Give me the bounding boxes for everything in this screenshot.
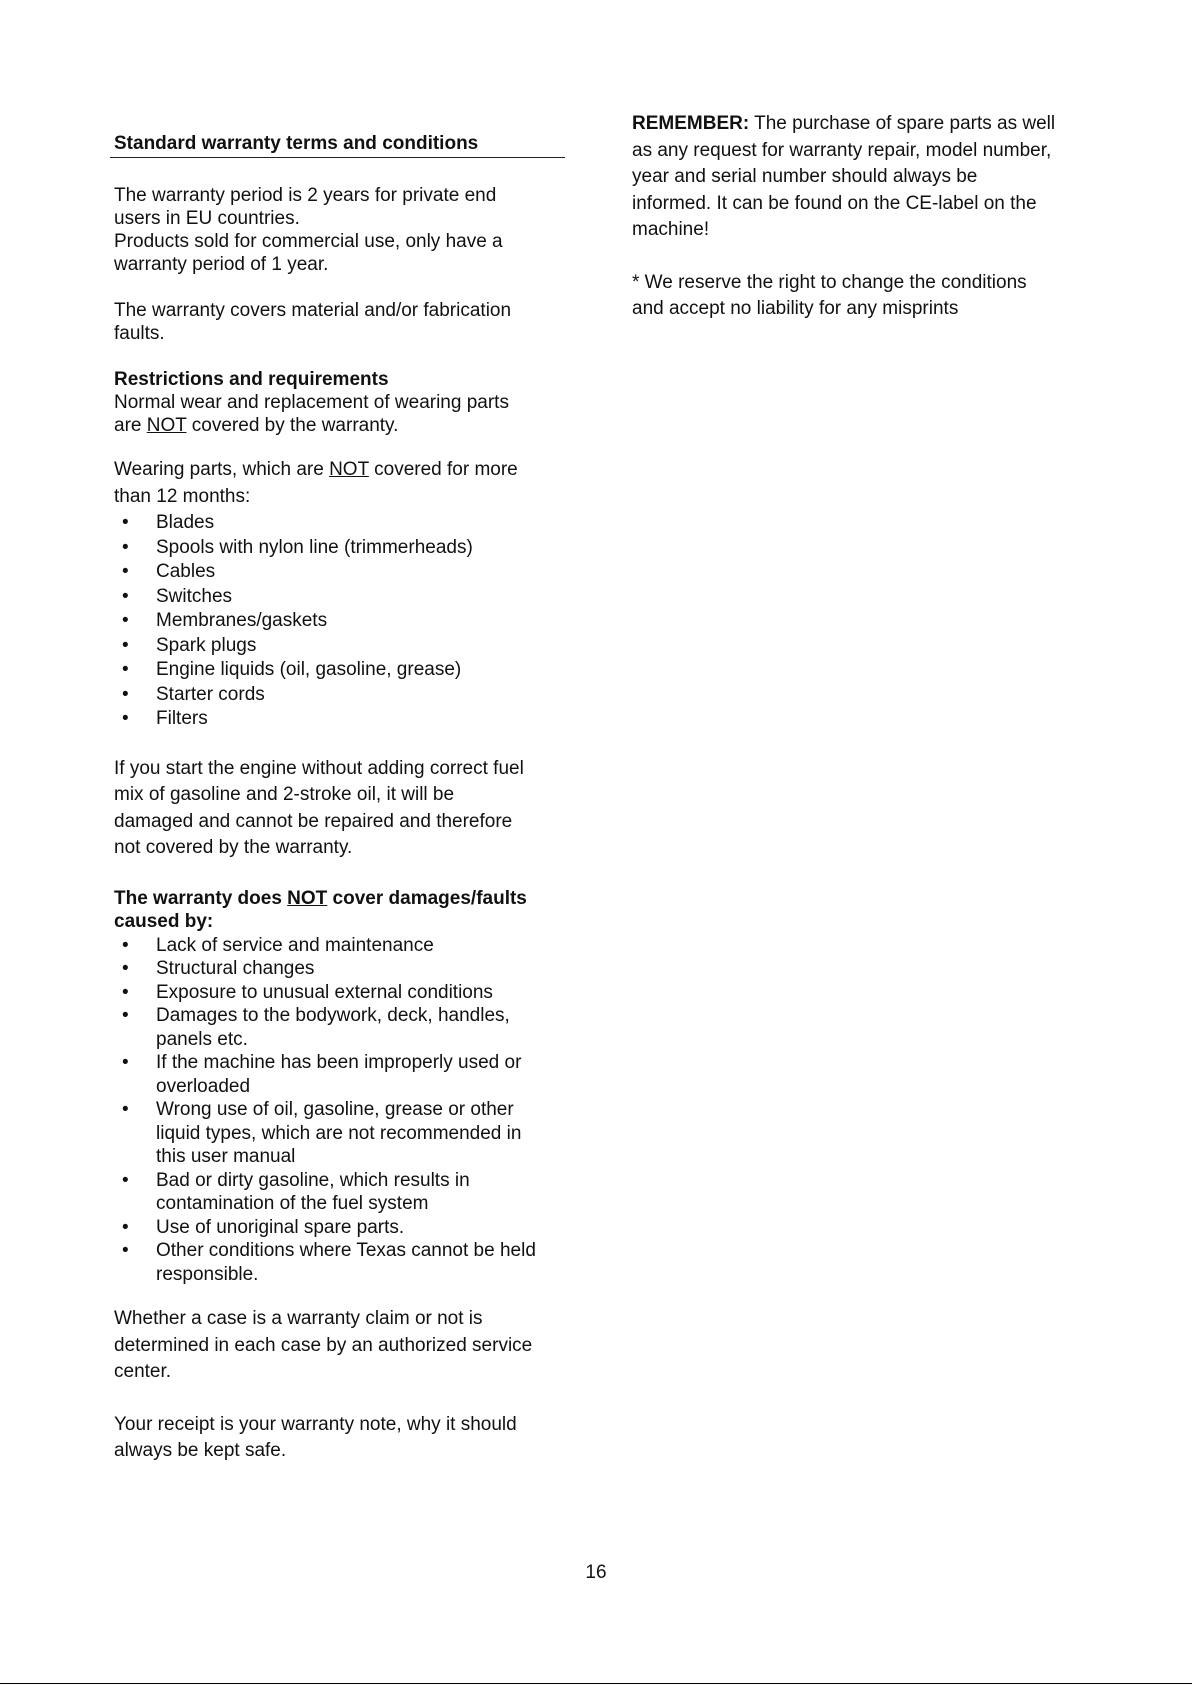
list-item-line: • If the machine has been improperly used or <box>156 1052 522 1073</box>
list-item-line: contamination of the fuel system <box>156 1193 429 1214</box>
text-line: than 12 months: <box>114 485 251 507</box>
list-item <box>114 981 566 1005</box>
list-item: • Cables <box>114 560 566 585</box>
text-line: The warranty covers material and/or fabrication <box>114 300 512 321</box>
text-line: Products sold for commercial use, only have a <box>114 231 503 252</box>
list-item <box>114 1098 566 1169</box>
text-line: center. <box>114 1361 172 1382</box>
restrictions-heading: Restrictions and requirements <box>114 369 389 390</box>
text-line: machine! <box>632 219 710 240</box>
emphasis-not: NOT <box>146 415 187 436</box>
text-line: If you start the engine without adding correct fuel <box>114 757 524 779</box>
emphasis-not: NOT <box>287 887 328 909</box>
text-line: are NOT covered by the warranty. <box>114 415 399 436</box>
list-item-line: • Wrong use of oil, gasoline, grease or other <box>156 1099 514 1120</box>
restrictions-section <box>114 368 566 437</box>
text-line: and accept no liability for any misprints <box>632 298 959 319</box>
list-item-line: • Structural changes <box>156 958 315 979</box>
list-item-line: • Other conditions where Texas cannot be held <box>156 1240 536 1261</box>
emphasis-not: NOT <box>329 459 369 480</box>
list-item <box>114 934 566 958</box>
receipt-paragraph <box>114 1412 566 1465</box>
text-line: mix of gasoline and 2-stroke oil, it will be <box>114 784 455 805</box>
list-item: • Switches <box>114 585 566 610</box>
text-line: informed. It can be found on the CE-label on the <box>632 192 1037 214</box>
coverage-paragraph <box>114 299 566 345</box>
disclaimer-paragraph <box>632 270 1102 323</box>
list-item <box>114 1051 566 1098</box>
list-item <box>114 1239 566 1286</box>
list-item: • Spools with nylon line (trimmerheads) <box>114 536 566 561</box>
list-item-line: • Bad or dirty gasoline, which results in <box>156 1169 470 1191</box>
text-line: The warranty period is 2 years for private end <box>114 185 497 206</box>
text-line: REMEMBER: The purchase of spare parts as well <box>632 113 1056 134</box>
text-line: faults. <box>114 323 165 344</box>
list-item: • Spark plugs <box>114 634 566 659</box>
claim-paragraph <box>114 1306 566 1386</box>
list-item-line: • Damages to the bodywork, deck, handles, <box>156 1005 510 1026</box>
text-line: * We reserve the right to change the conditions <box>632 271 1027 293</box>
list-item <box>114 957 566 981</box>
text-line: caused by: <box>114 910 214 932</box>
text-line: Your receipt is your warranty note, why it should <box>114 1413 517 1435</box>
text-line: damaged and cannot be repaired and therefore <box>114 810 513 832</box>
list-item: • Blades <box>114 511 566 536</box>
text-line: The warranty does NOT cover damages/faults <box>114 887 527 909</box>
list-item-line: responsible. <box>156 1263 259 1285</box>
wearing-parts-intro <box>114 457 566 510</box>
text-line: not covered by the warranty. <box>114 837 353 858</box>
list-item <box>114 1169 566 1216</box>
right-column <box>632 111 1102 323</box>
text-line: always be kept safe. <box>114 1440 287 1461</box>
warranty-period-paragraph <box>114 184 566 276</box>
page-number: 16 <box>585 1562 607 1583</box>
engine-warning-paragraph <box>114 756 566 862</box>
list-item: • Starter cords <box>114 683 566 708</box>
text-line: users in EU countries. <box>114 208 300 229</box>
list-item: • Filters <box>114 707 566 732</box>
heading-underline <box>110 157 565 158</box>
list-item-line: • Use of unoriginal spare parts. <box>156 1216 405 1238</box>
text-line: year and serial number should always be <box>632 166 978 187</box>
not-covered-causes-list <box>114 934 566 1287</box>
list-item-line: • Exposure to unusual external conditions <box>156 981 493 1003</box>
list-item-line: liquid types, which are not recommended in <box>156 1122 522 1144</box>
list-item-line: overloaded <box>156 1075 251 1097</box>
text-line: determined in each case by an authorized service <box>114 1334 533 1356</box>
list-item-line: • Lack of service and maintenance <box>156 934 434 956</box>
not-covered-heading <box>114 887 566 933</box>
left-column <box>114 132 566 1465</box>
list-item: • Membranes/gaskets <box>114 609 566 634</box>
text-line: warranty period of 1 year. <box>114 254 329 275</box>
remember-label: REMEMBER: <box>632 113 750 134</box>
list-item-line: panels etc. <box>156 1028 248 1050</box>
list-item <box>114 1004 566 1051</box>
list-item-line: this user manual <box>156 1146 296 1167</box>
text-line: Whether a case is a warranty claim or not is <box>114 1308 483 1329</box>
text-line: as any request for warranty repair, model number, <box>632 139 1052 161</box>
text-line: Wearing parts, which are NOT covered for more <box>114 459 518 480</box>
list-item <box>114 1216 566 1240</box>
wearing-parts-list <box>114 511 566 732</box>
remember-paragraph <box>632 111 1102 244</box>
bottom-divider <box>0 1683 1192 1684</box>
section-heading: Standard warranty terms and conditions <box>114 133 479 154</box>
list-item: • Engine liquids (oil, gasoline, grease) <box>114 658 566 683</box>
text-line: Normal wear and replacement of wearing parts <box>114 392 509 413</box>
